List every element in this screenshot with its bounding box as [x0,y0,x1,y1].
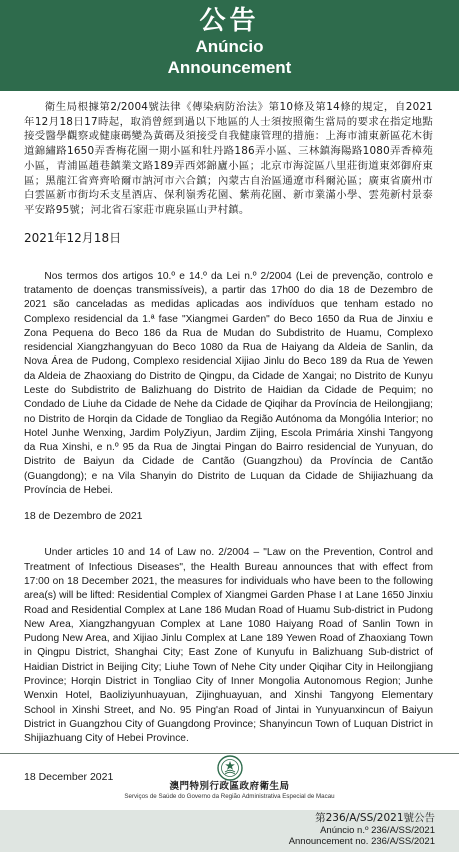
reference-pt: Anúncio n.º 236/A/SS/2021 [320,825,435,836]
announcement-body [0,100,459,783]
paragraph-zh: 衛生局根據第2/2004號法律《傳染病防治法》第10條及第14條的規定，自2021年12月18日17時起，取消曾經到過以下地區的人士須按照衛生當局的要求在指定地點接受醫學觀察或健康碼變為黃碼及須接受自我健康管理的措施：上海市浦東新區花木街道錦繡路1650弄香梅花園一期小區和牡丹路186弄小區、三林鎮海陽路1080弄香樟苑小區，青浦區趙巷鎮業文路189弄西郊錦廬小區；北京市海淀區八里莊街道東郊御府東區；黑龍江省齊齊哈爾市訥河市六合鎮；內蒙古自治區通遼市科爾沁區；廣東省廣州市白雲區新市街均禾支星酒店、保利嶺秀花園、紫荊花園、新市業滿小學、雲苑新村景泰平安路95號；河北省石家莊市鹿泉區山尹村鎮。 [24,101,433,216]
issuer-block [0,755,459,801]
date-zh: 2021年12月18日 [24,230,122,245]
macau-sar-emblem-icon [217,755,243,781]
footer-divider [0,753,459,754]
announcement-header [0,0,459,91]
date-pt: 18 de Dezembro de 2021 [24,510,143,523]
date-en: 18 December 2021 [24,770,114,783]
issuer-name-zh: 澳門特別行政區政府衛生局 [169,781,290,792]
title-pt: Anúncio [195,37,264,56]
title-en: Announcement [167,58,292,77]
reference-zh: 第236/A/SS/2021號公告 [315,812,435,824]
reference-bar [0,810,459,852]
paragraph-en: Under articles 10 and 14 of Law no. 2/2004 – "Law on the Prevention, Control and Treatment of Infectious Diseases", the Health Bureau announces that with effect from 17:00 on 18 December 2021, the measures for individuals who have been to the following area(s) will be lifted: Residential Complex of Xiangmei Garden Phase I at Lane 1650 Jinxiu Road and Residential Complex at Lane 186 Mudan Road of Huamu Sub-district in Pudong New Area, Xiangzhangyuan Complex at Lane 1080 Haiyang Road of Sanlin Town in Pudong New Area, and Xijiao Jinlu Complex at Lane 189 Yewen Road of Zhaoxiang Town in Qingpu District, Shanghai City; East Zone of Kunyufu in Balizhuang Sub-district of Haidian District in Beijing City; Liuhe Town of Nehe City under Qiqihar City in Heilongjiang Province; Horqin District in Tongliao City of Inner Mongolia Autonomous Region; Junhe Wenxin Hotel, Baoliziyunhuayuan, Zijinghuayuan, and Xinshi Tangyong Elementary School in Xinshi Street, and No. 95 Ping'an Road of Jintai in Yunyuanxincun of Baiyun District in Guangzhou City of Guangdong Province; Shanyincun Town of Luquan District in Shijiazhuang City of Hebei Province. [24,547,433,745]
paragraph-pt: Nos termos dos artigos 10.º e 14.º da Lei n.º 2/2004 (Lei de prevenção, controlo e tratamento de doenças transmissíveis), a partir das 17h00 do dia 18 de Dezembro de 2021 são canceladas as medidas aplicadas aos indivíduos que tenham estado no Complexo residencial da 1.ª fase "Xiangmei Garden" do Beco 1650 da Rua de Jinxiu e Zona Pequena do Beco 186 da Rua de Mudan do Subdistrito de Huamu, Complexo residencial Xiangzhangyuan do Beco 1080 da Rua de Haiyang da Aldeia de Sanlin, da Nova Área de Pudong, Complexo residencial Xijiao Jinlu do Beco 189 da Rua de Yewen da Aldeia de Zhaoxiang do Distrito de Qingpu, da Cidade de Xangai; no Distrito de Kunyu Leste do Subdistrito de Balizhuang do Distrito de Haidian da Cidade de Pequim; no Condado de Liuhe da Cidade de Nehe da Cidade de Qiqihar da Província de Heilongjiang; no Distrito de Horqin da Cidade de Tongliao da Região Autónoma da Mongólia Interior; no Hotel Junhe Wenxing, Jardim PolyZiyun, Jardim Zijing, Escola Primária Xinshi Tangyong da Rua Xinshi, e n.º 95 da Rua de Jingtai Pingan do Bairro residencial de Yunyuan, do Distrito de Baiyun da Cidade de Cantão (Guangzhou) da Província de Cantão (Guangdong); e na Vila Shanyin do Distrito de Luquan da Cidade de Shijiazhuang da Província de Hebei. [24,270,433,497]
issuer-name-pt: Serviços de Saúde do Governo da Região Administrativa Especial de Macau [124,793,335,800]
title-zh: 公告 [199,6,260,36]
reference-en: Announcement no. 236/A/SS/2021 [288,836,435,847]
